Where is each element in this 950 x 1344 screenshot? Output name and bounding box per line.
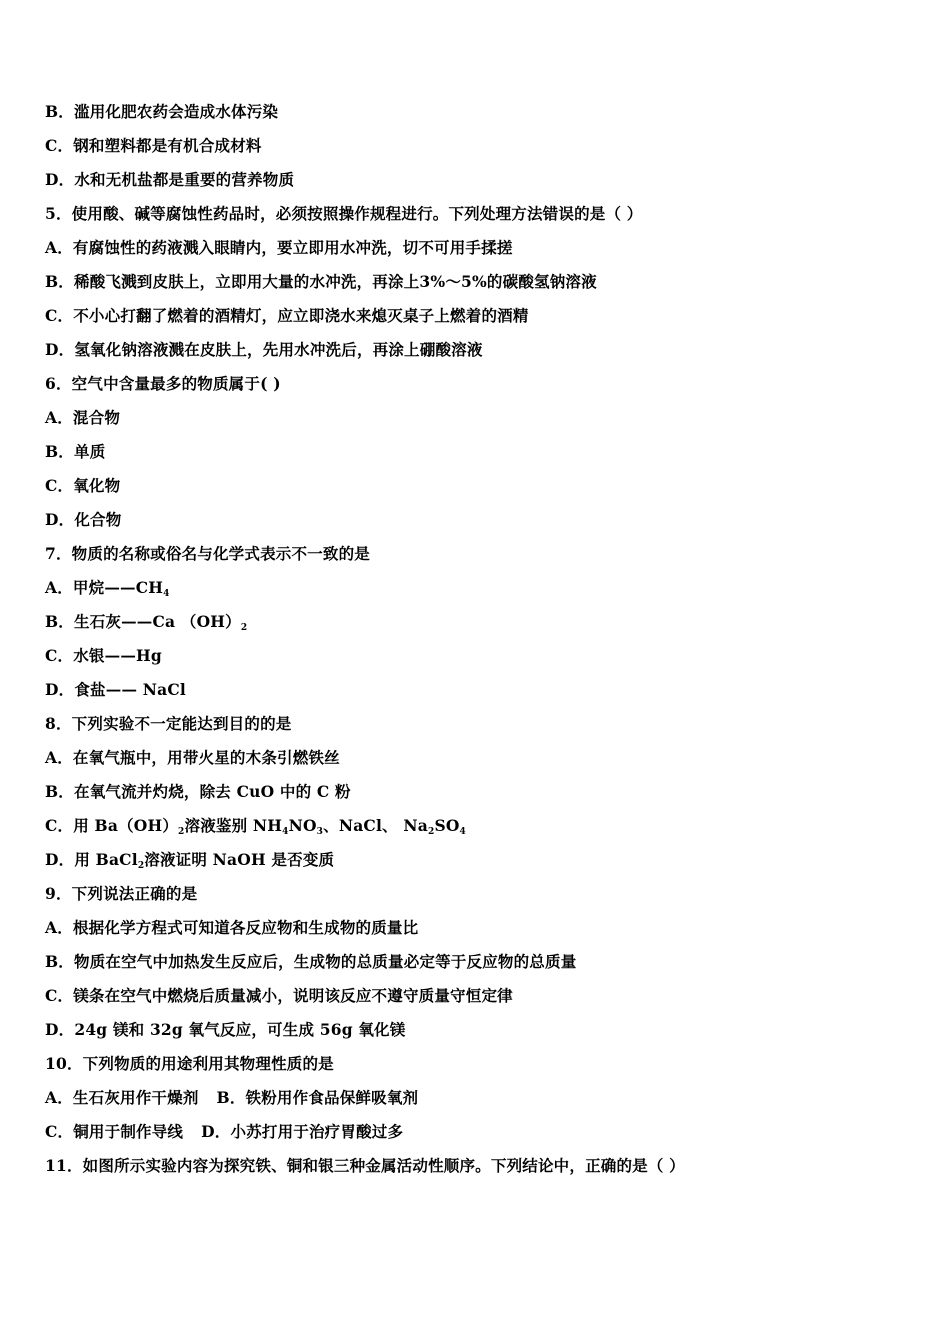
q8-stem: 8．下列实验不一定能达到目的的是	[45, 714, 292, 733]
q4-option-d: D．水和无机盐都是重要的营养物质	[45, 170, 295, 189]
q8-option-b: B．在氧气流并灼烧，除去 CuO 中的 C 粉	[45, 782, 351, 801]
q10-stem: 10．下列物质的用途利用其物理性质的是	[45, 1054, 334, 1073]
q8-c-part4: 、NaCl、 Na	[323, 816, 428, 835]
q9-option-c: C．镁条在空气中燃烧后质量减小，说明该反应不遵守质量守恒定律	[45, 986, 513, 1005]
q9-option-a: A．根据化学方程式可知道各反应物和生成物的质量比	[45, 918, 419, 937]
q5-option-a: A．有腐蚀性的药液溅入眼睛内，要立即用水冲洗，切不可用手揉搓	[45, 238, 513, 257]
q8-c-sub5: 4	[459, 827, 467, 837]
q10-option-c: C．铜用于制作导线	[45, 1122, 184, 1141]
q8-d-part1: D．用 BaCl	[45, 850, 138, 869]
q8-option-c	[45, 816, 466, 836]
q6-option-c: C．氧化物	[45, 476, 121, 495]
q9-option-d: D．24g 镁和 32g 氧气反应，可生成 56g 氧化镁	[45, 1020, 406, 1039]
q8-c-sub4: 2	[427, 827, 435, 837]
q8-c-part5: SO	[434, 816, 460, 835]
q7-option-b	[45, 612, 247, 632]
q5-option-c: C．不小心打翻了燃着的酒精灯，应立即浇水来熄灭桌子上燃着的酒精	[45, 306, 529, 325]
q8-d-subscript: 2	[137, 861, 145, 871]
q9-option-b: B．物质在空气中加热发生反应后，生成物的总质量必定等于反应物的总质量	[45, 952, 577, 971]
q5-option-d: D．氢氧化钠溶液溅在皮肤上，先用水冲洗后，再涂上硼酸溶液	[45, 340, 483, 359]
q10-options-cd	[45, 1122, 403, 1142]
q6-option-d: D．化合物	[45, 510, 122, 529]
q8-d-part2: 溶液证明 NaOH 是否变质	[144, 850, 335, 869]
q10-option-a: A．生石灰用作干燥剂	[45, 1088, 199, 1107]
q7-option-c: C．水银——Hg	[45, 646, 162, 665]
q6-option-a: A．混合物	[45, 408, 121, 427]
q5-stem: 5．使用酸、碱等腐蚀性药品时，必须按照操作规程进行。下列处理方法错误的是（ ）	[45, 204, 643, 223]
q10-options-ab	[45, 1088, 418, 1108]
q9-stem: 9．下列说法正确的是	[45, 884, 198, 903]
q11-stem: 11．如图所示实验内容为探究铁、铜和银三种金属活动性顺序。下列结论中，正确的是（ ）	[45, 1156, 685, 1175]
q6-option-b: B．单质	[45, 442, 106, 461]
q7-a-subscript: 4	[163, 589, 170, 599]
q8-c-part3: NO	[288, 816, 317, 835]
q7-option-d: D．食盐—— NaCl	[45, 680, 186, 699]
q7-b-subscript: 2	[240, 623, 248, 633]
q8-c-part1: C．用 Ba（OH）	[45, 816, 179, 835]
q7-b-text: B．生石灰——Ca （OH）	[45, 612, 241, 631]
q7-a-text: A．甲烷——CH	[45, 578, 164, 597]
q4-option-b: B．滥用化肥农药会造成水体污染	[45, 102, 279, 121]
q7-option-a	[45, 578, 170, 598]
q6-stem: 6．空气中含量最多的物质属于( )	[45, 374, 281, 393]
q5-option-b: B．稀酸飞溅到皮肤上，立即用大量的水冲洗，再涂上3%～5%的碳酸氢钠溶液	[45, 272, 597, 291]
q8-option-d	[45, 850, 334, 870]
q7-stem: 7．物质的名称或俗名与化学式表示不一致的是	[45, 544, 370, 563]
q8-c-sub1: 2	[178, 827, 185, 837]
q8-c-part2: 溶液鉴别 NH	[184, 816, 283, 835]
q4-option-c: C．钢和塑料都是有机合成材料	[45, 136, 262, 155]
q10-option-d: D．小苏打用于治疗胃酸过多	[201, 1122, 404, 1141]
q8-c-sub2: 4	[282, 827, 289, 837]
q10-option-b: B．铁粉用作食品保鲜吸氧剂	[216, 1088, 419, 1107]
q8-c-sub3: 3	[316, 827, 324, 837]
q8-option-a: A．在氧气瓶中，用带火星的木条引燃铁丝	[45, 748, 340, 767]
